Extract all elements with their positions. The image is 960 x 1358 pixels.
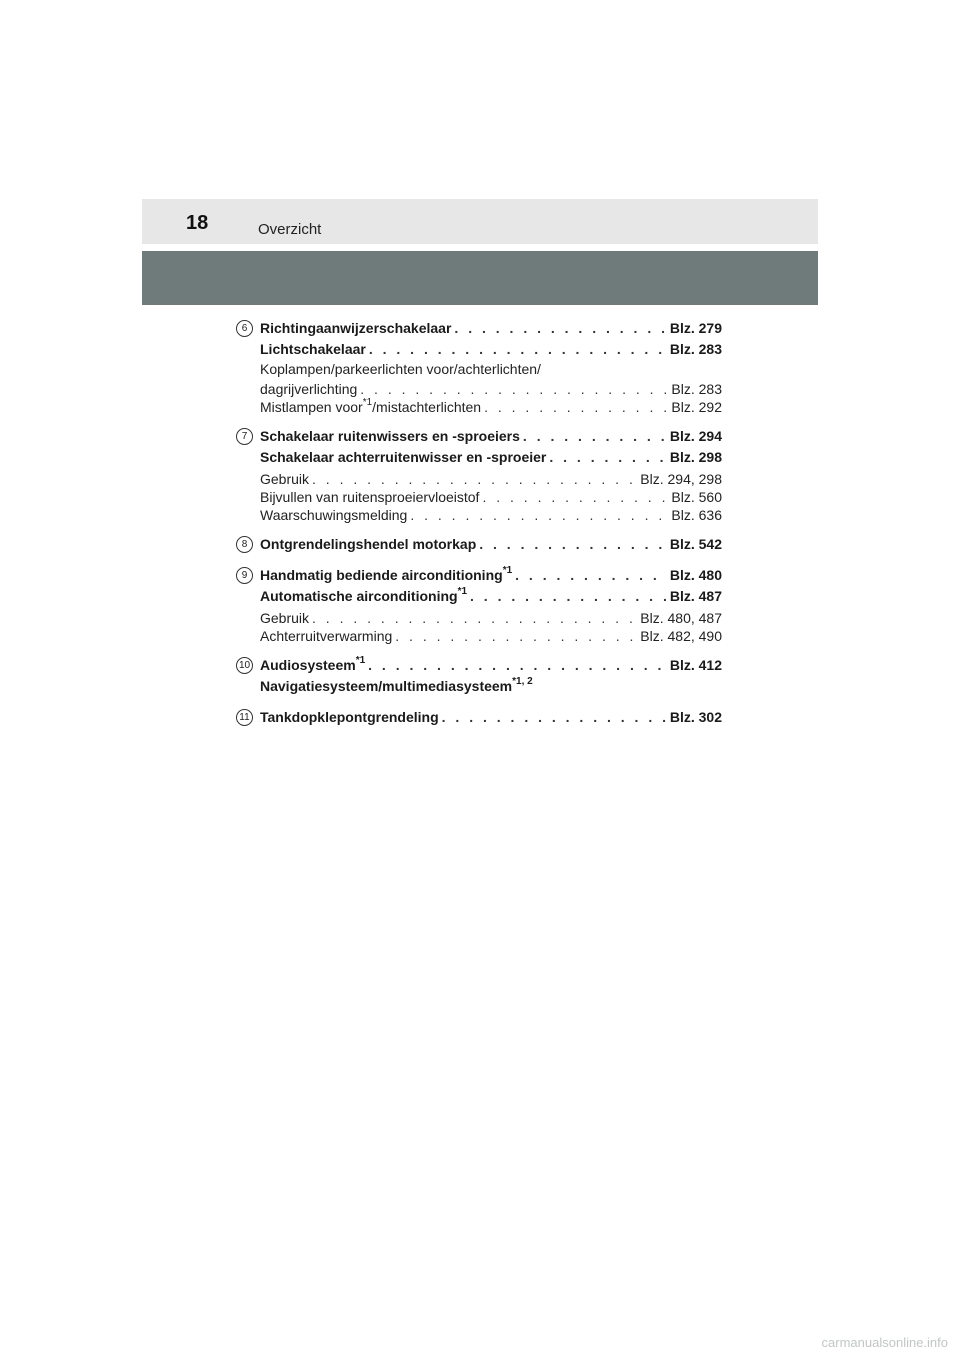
page-reference[interactable]: Blz. 292 [671, 399, 722, 415]
entry-label: Lichtschakelaar [260, 341, 366, 357]
index-subentry[interactable] [260, 506, 722, 524]
item-number-badge: 7 [236, 428, 253, 445]
dot-leader [410, 506, 668, 524]
index-entry[interactable] [260, 565, 722, 586]
page-reference[interactable]: Blz. 302 [669, 709, 722, 725]
entry-label: Waarschuwingsmelding [260, 507, 408, 523]
index-entry[interactable] [260, 426, 722, 447]
footnote-marker: *1 [362, 397, 373, 409]
page-reference[interactable]: Blz. 298 [669, 449, 722, 465]
page-reference[interactable]: Blz. 560 [671, 489, 722, 505]
index-entry-continued: Koplampen/parkeerlichten voor/achterlichten/ [260, 361, 541, 377]
dot-leader [368, 655, 667, 676]
entry-label: Handmatig bediende airconditioning$^{*1}$ [260, 565, 513, 583]
page-reference[interactable]: Blz. 279 [669, 320, 722, 336]
index-entry[interactable] [260, 676, 722, 697]
page-reference[interactable]: Blz. 294, 298 [640, 471, 722, 487]
dot-leader [454, 318, 666, 339]
index-group [236, 426, 722, 524]
page-reference[interactable]: Blz. 482, 490 [640, 628, 722, 644]
index-subentry[interactable] [260, 398, 722, 416]
item-number-badge: 9 [236, 567, 253, 584]
index-entry[interactable] [260, 655, 722, 676]
dot-leader [482, 488, 668, 506]
page-number: 18 [186, 212, 209, 234]
page-reference[interactable]: Blz. 283 [671, 381, 722, 397]
index-subentry[interactable] [260, 627, 722, 645]
header-band [142, 251, 818, 305]
entry-label: Ontgrendelingshendel motorkap [260, 536, 477, 552]
footnote-marker: *1 [457, 586, 468, 598]
entry-label: Gebruik [260, 471, 310, 487]
index-subentry[interactable] [260, 470, 722, 488]
page-reference[interactable]: Blz. 480 [669, 567, 722, 583]
footnote-marker: *1 [502, 565, 513, 577]
index-group [236, 318, 722, 416]
watermark: carmanualsonline.info [821, 1335, 948, 1350]
item-number-badge: 8 [236, 536, 253, 553]
index-entry[interactable] [260, 707, 722, 728]
index-entry[interactable] [260, 318, 722, 339]
entry-label: Bijvullen van ruitensproeiervloeistof [260, 489, 480, 505]
page-reference[interactable]: Blz. 412 [669, 657, 722, 673]
dot-leader [312, 470, 637, 488]
dot-leader [470, 586, 667, 607]
dot-leader [479, 534, 667, 555]
index-subentry[interactable] [260, 380, 722, 398]
item-number-badge: 10 [236, 657, 253, 674]
entry-label: Audiosysteem$^{*1}$ [260, 655, 366, 673]
entry-label: Mistlampen voor$^{*1}$/mistachterlichten [260, 397, 482, 415]
dot-leader [369, 339, 667, 360]
entry-label: Navigatiesysteem/multimediasysteem$^{*1, 2}$ [260, 676, 533, 694]
entry-label: Gebruik [260, 610, 310, 626]
entry-label: dagrijverlichting [260, 381, 358, 397]
dot-leader [484, 398, 668, 416]
entry-label: Schakelaar ruitenwissers en -sproeiers [260, 428, 520, 444]
page-reference[interactable]: Blz. 294 [669, 428, 722, 444]
index-entry[interactable] [260, 586, 722, 607]
index-entry[interactable] [260, 339, 722, 360]
page-reference[interactable]: Blz. 487 [669, 588, 722, 604]
dot-leader [523, 426, 667, 447]
item-number-badge: 6 [236, 320, 253, 337]
page-reference[interactable]: Blz. 480, 487 [640, 610, 722, 626]
index-subentry[interactable] [260, 488, 722, 506]
footnote-marker: *1 [355, 655, 366, 667]
dot-leader [360, 380, 668, 398]
entry-label: Tankdopklepontgrendeling [260, 709, 439, 725]
header-bar [142, 199, 818, 244]
entry-label: Automatische airconditioning$^{*1}$ [260, 586, 468, 604]
dot-leader [442, 707, 667, 728]
entry-label: Schakelaar achterruitenwisser en -sproeier [260, 449, 547, 465]
index-group [236, 565, 722, 645]
page-reference[interactable]: Blz. 283 [669, 341, 722, 357]
dot-leader [395, 627, 637, 645]
dot-leader [312, 609, 637, 627]
index-entry[interactable] [260, 534, 722, 555]
dot-leader [549, 447, 667, 468]
item-number-badge: 11 [236, 709, 253, 726]
dot-leader [515, 565, 667, 586]
index-entry[interactable] [260, 447, 722, 468]
index-group [236, 655, 722, 697]
index-list [236, 318, 722, 738]
page-reference[interactable]: Blz. 542 [669, 536, 722, 552]
index-subentry[interactable] [260, 609, 722, 627]
section-title: Overzicht [258, 221, 322, 238]
entry-label: Achterruitverwarming [260, 628, 393, 644]
index-group [236, 707, 722, 728]
footnote-marker: *1, 2 [512, 676, 533, 688]
entry-label: Richtingaanwijzerschakelaar [260, 320, 452, 336]
page-reference[interactable]: Blz. 636 [671, 507, 722, 523]
index-group [236, 534, 722, 555]
